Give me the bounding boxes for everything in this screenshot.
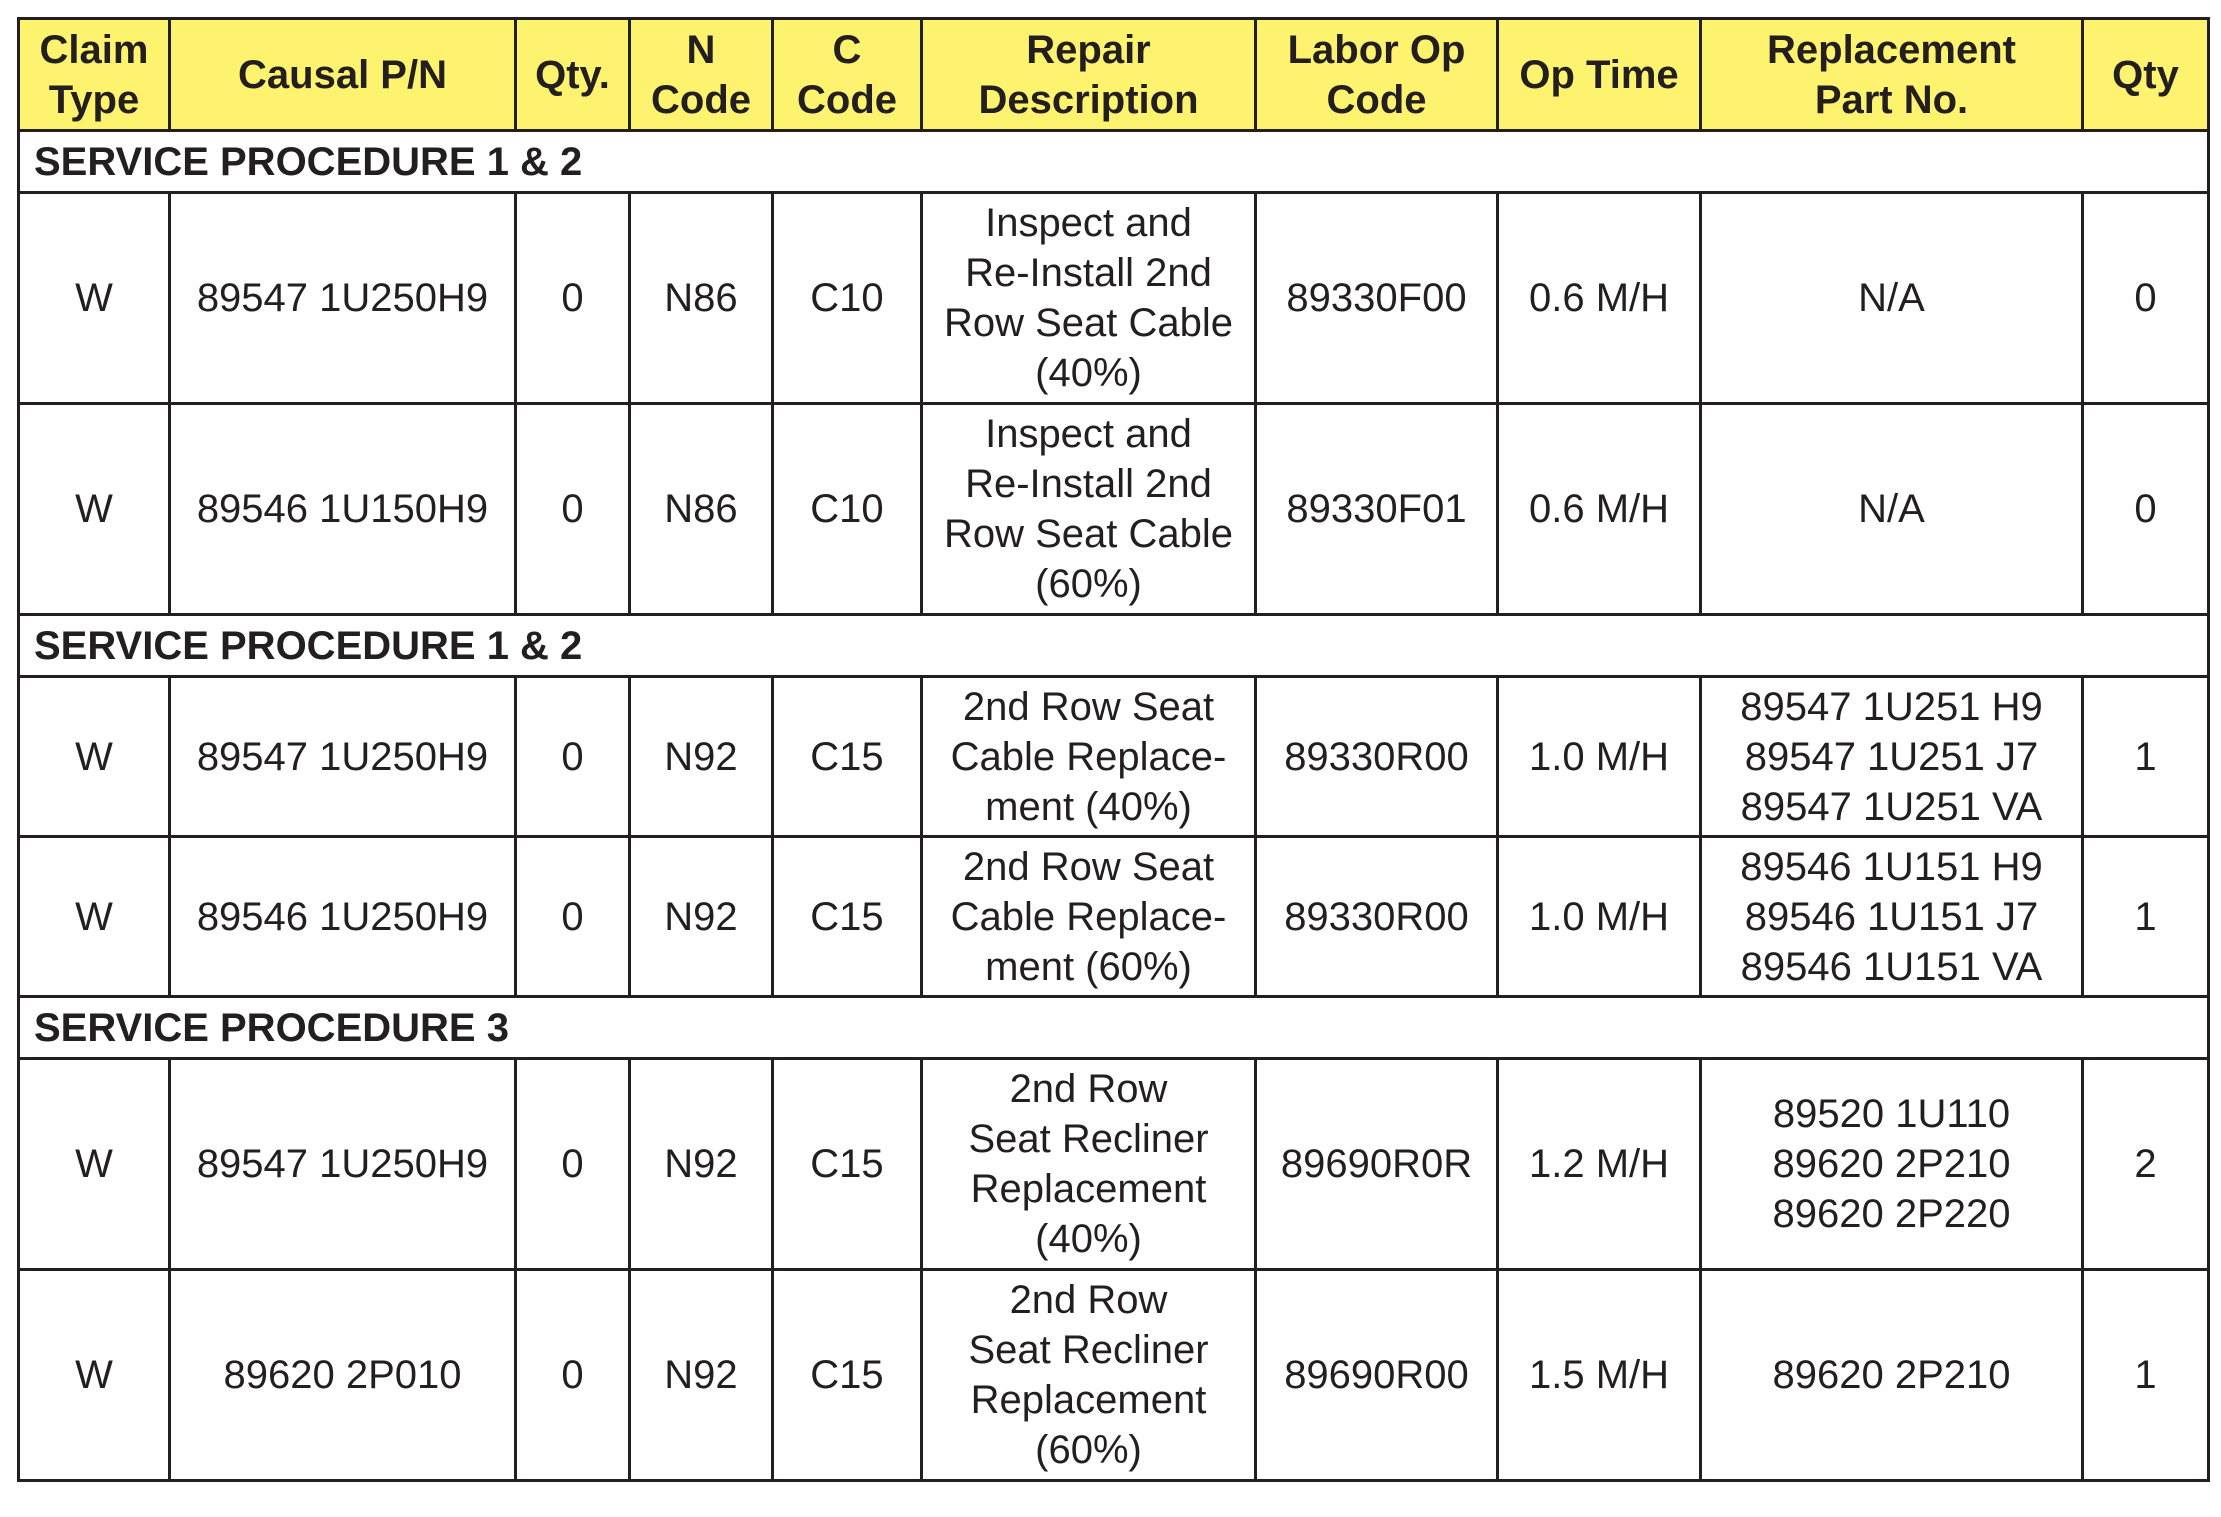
claim-type-cell: W xyxy=(19,837,170,997)
op-time-cell: 0.6 M/H xyxy=(1498,193,1701,404)
op-time-cell: 0.6 M/H xyxy=(1498,404,1701,615)
causal-pn-cell: 89547 1U250H9 xyxy=(170,677,516,837)
c-code-cell: C15 xyxy=(773,677,922,837)
header-op-time: Op Time xyxy=(1498,19,1701,131)
qty-cell: 0 xyxy=(516,1270,630,1481)
header-replacement-qty: Qty xyxy=(2083,19,2209,131)
replacement-qty-cell: 1 xyxy=(2083,677,2209,837)
c-code-cell: C10 xyxy=(773,404,922,615)
replacement-qty-cell: 0 xyxy=(2083,404,2209,615)
header-repair-description: Repair Description xyxy=(922,19,1256,131)
labor-op-code-cell: 89690R0R xyxy=(1256,1059,1498,1270)
replacement-qty-cell: 0 xyxy=(2083,193,2209,404)
causal-pn-cell: 89547 1U250H9 xyxy=(170,193,516,404)
n-code-cell: N92 xyxy=(630,837,773,997)
table-row xyxy=(19,193,2209,404)
labor-op-code-cell: 89690R00 xyxy=(1256,1270,1498,1481)
replacement-qty-cell: 2 xyxy=(2083,1059,2209,1270)
n-code-cell: N92 xyxy=(630,677,773,837)
labor-op-code-cell: 89330F00 xyxy=(1256,193,1498,404)
header-labor-op-code: Labor Op Code xyxy=(1256,19,1498,131)
claim-type-cell: W xyxy=(19,1270,170,1481)
header-causal-pn: Causal P/N xyxy=(170,19,516,131)
replacement-part-cell: N/A xyxy=(1701,193,2083,404)
table-row xyxy=(19,677,2209,837)
causal-pn-cell: 89547 1U250H9 xyxy=(170,1059,516,1270)
c-code-cell: C15 xyxy=(773,1270,922,1481)
section-title: SERVICE PROCEDURE 1 & 2 xyxy=(19,131,2209,193)
qty-cell: 0 xyxy=(516,404,630,615)
n-code-cell: N86 xyxy=(630,193,773,404)
repair-description-cell: 2nd Row Seat Cable Replace- ment (60%) xyxy=(922,837,1256,997)
n-code-cell: N92 xyxy=(630,1059,773,1270)
repair-description-cell: Inspect and Re-Install 2nd Row Seat Cable (60%) xyxy=(922,404,1256,615)
op-time-cell: 1.0 M/H xyxy=(1498,677,1701,837)
replacement-part-cell: 89547 1U251 H9 89547 1U251 J7 89547 1U251 VA xyxy=(1701,677,2083,837)
header-claim-type: Claim Type xyxy=(19,19,170,131)
n-code-cell: N86 xyxy=(630,404,773,615)
table-row xyxy=(19,404,2209,615)
header-c-code: C Code xyxy=(773,19,922,131)
qty-cell: 0 xyxy=(516,677,630,837)
c-code-cell: C15 xyxy=(773,1059,922,1270)
replacement-part-cell: 89620 2P210 xyxy=(1701,1270,2083,1481)
causal-pn-cell: 89620 2P010 xyxy=(170,1270,516,1481)
table-row xyxy=(19,1059,2209,1270)
qty-cell: 0 xyxy=(516,837,630,997)
header-qty: Qty. xyxy=(516,19,630,131)
repair-description-cell: 2nd Row Seat Recliner Replacement (40%) xyxy=(922,1059,1256,1270)
repair-description-cell: 2nd Row Seat Cable Replace- ment (40%) xyxy=(922,677,1256,837)
repair-description-cell: Inspect and Re-Install 2nd Row Seat Cable (40%) xyxy=(922,193,1256,404)
labor-op-code-cell: 89330R00 xyxy=(1256,677,1498,837)
qty-cell: 0 xyxy=(516,193,630,404)
causal-pn-cell: 89546 1U250H9 xyxy=(170,837,516,997)
op-time-cell: 1.5 M/H xyxy=(1498,1270,1701,1481)
section-title: SERVICE PROCEDURE 3 xyxy=(19,997,2209,1059)
replacement-qty-cell: 1 xyxy=(2083,1270,2209,1481)
replacement-part-cell: 89520 1U110 89620 2P210 89620 2P220 xyxy=(1701,1059,2083,1270)
claim-table xyxy=(17,17,2210,1482)
replacement-qty-cell: 1 xyxy=(2083,837,2209,997)
section-row xyxy=(19,997,2209,1059)
table-row xyxy=(19,1270,2209,1481)
repair-description-cell: 2nd Row Seat Recliner Replacement (60%) xyxy=(922,1270,1256,1481)
table-row xyxy=(19,837,2209,997)
c-code-cell: C15 xyxy=(773,837,922,997)
op-time-cell: 1.0 M/H xyxy=(1498,837,1701,997)
replacement-part-cell: 89546 1U151 H9 89546 1U151 J7 89546 1U151 VA xyxy=(1701,837,2083,997)
qty-cell: 0 xyxy=(516,1059,630,1270)
replacement-part-cell: N/A xyxy=(1701,404,2083,615)
claim-type-cell: W xyxy=(19,1059,170,1270)
labor-op-code-cell: 89330F01 xyxy=(1256,404,1498,615)
op-time-cell: 1.2 M/H xyxy=(1498,1059,1701,1270)
header-n-code: N Code xyxy=(630,19,773,131)
causal-pn-cell: 89546 1U150H9 xyxy=(170,404,516,615)
section-row xyxy=(19,131,2209,193)
n-code-cell: N92 xyxy=(630,1270,773,1481)
header-replacement-part-no: Replacement Part No. xyxy=(1701,19,2083,131)
claim-type-cell: W xyxy=(19,193,170,404)
labor-op-code-cell: 89330R00 xyxy=(1256,837,1498,997)
c-code-cell: C10 xyxy=(773,193,922,404)
section-row xyxy=(19,615,2209,677)
claim-type-cell: W xyxy=(19,404,170,615)
section-title: SERVICE PROCEDURE 1 & 2 xyxy=(19,615,2209,677)
claim-type-cell: W xyxy=(19,677,170,837)
header-row xyxy=(19,19,2209,131)
